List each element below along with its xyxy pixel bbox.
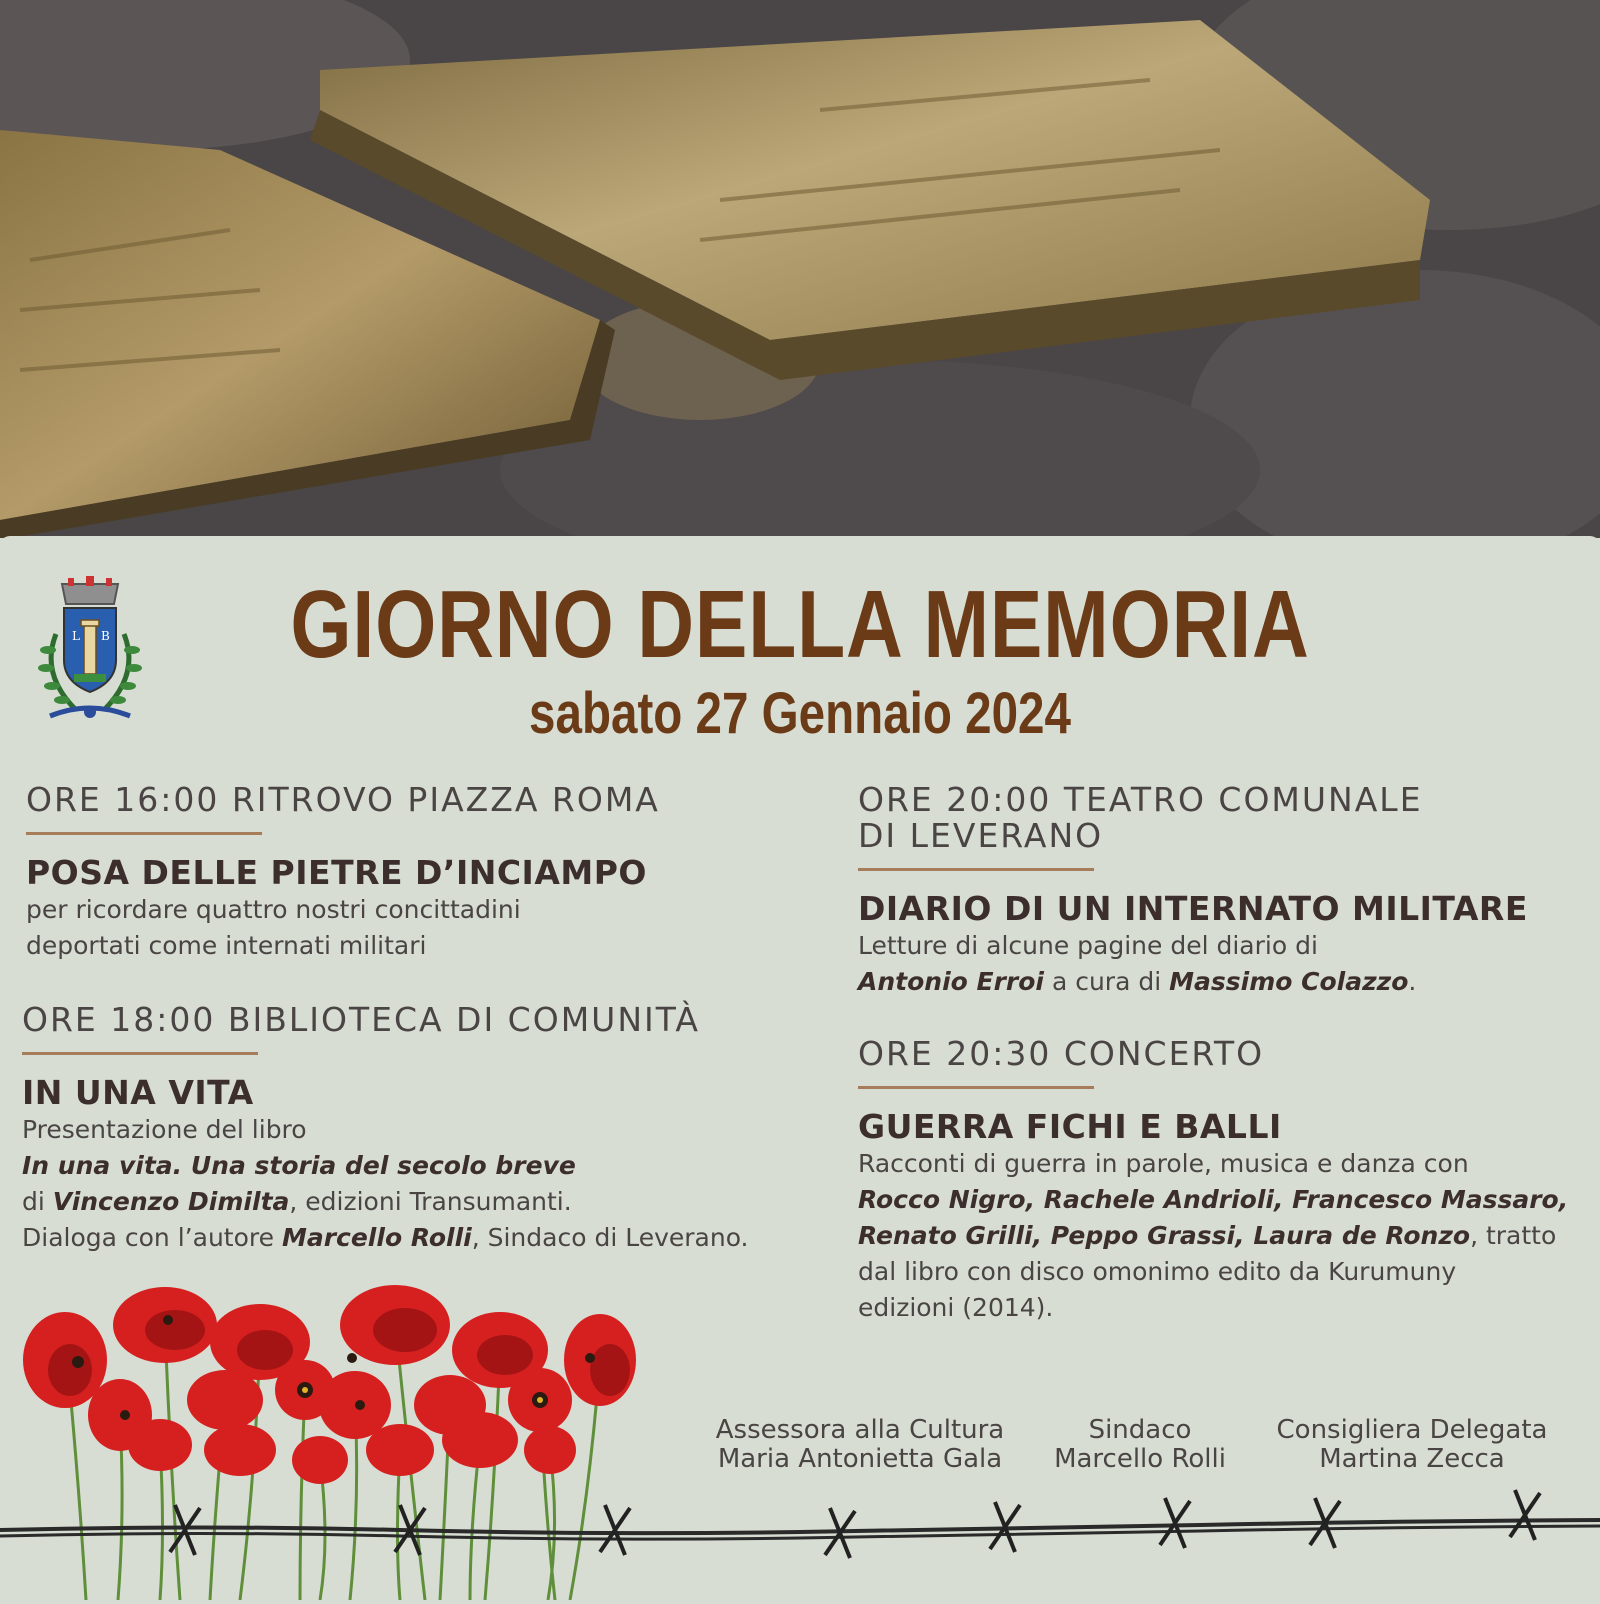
event-in-una-vita [22,1002,822,1256]
event-desc-line [22,1148,822,1184]
artists: Rocco Nigro, Rachele Andrioli, Francesco Massaro, [858,1185,1569,1214]
desc-text: Dialoga con l’autore [22,1223,274,1252]
event-title: GUERRA FICHI E BALLI [858,1107,1282,1146]
event-desc-line: Letture di alcune pagine del diario di [858,931,1318,960]
desc-text: , edizioni Transumanti. [289,1187,572,1216]
event-time: ORE 20:00 TEATRO COMUNALE [858,780,1423,819]
event-title: IN UNA VITA [22,1073,254,1112]
event-title: DIARIO DI UN INTERNATO MILITARE [858,889,1528,928]
event-desc-line [858,1218,1598,1254]
event-desc-line: dal libro con disco omonimo edito da Kurumuny [858,1257,1457,1286]
event-time: ORE 18:00 BIBLIOTECA DI COMUNITÀ [22,1000,700,1039]
divider [26,832,262,835]
desc-text: . [1408,967,1417,996]
signature-role: Sindaco [1088,1415,1192,1445]
desc-text: di [22,1187,45,1216]
event-posa [26,782,806,964]
signature-name: Martina Zecca [1319,1444,1505,1474]
hero-photo [0,0,1600,538]
book-title: In una vita. Una storia del secolo breve [22,1151,576,1180]
author-name: Vincenzo Dimilta [52,1187,290,1216]
coat-of-arms-icon [28,574,152,734]
divider [858,868,1094,871]
svg-text:L: L [72,629,80,643]
reader-name: Antonio Erroi [858,967,1044,996]
event-title: POSA DELLE PIETRE D’INCIAMPO [26,853,647,892]
event-desc-line [858,964,1598,1000]
poppies-barbed-wire-illustration [0,1280,1600,1600]
artists: Renato Grilli, Peppo Grassi, Laura de Ronzo [858,1221,1471,1250]
signature-name: Maria Antonietta Gala [717,1444,1003,1474]
divider [22,1052,258,1055]
event-time: ORE 20:30 CONCERTO [858,1034,1265,1073]
event-desc-line [22,1220,822,1256]
desc-text: , tratto [1470,1221,1557,1250]
event-desc-line: deportati come internati militari [26,931,427,960]
svg-text:B: B [101,629,110,643]
signature-name: Marcello Rolli [1054,1444,1226,1474]
page-title: GIORNO DELLA MEMORIA [290,571,1310,678]
mayor-name: Marcello Rolli [281,1223,472,1252]
event-desc-line: edizioni (2014). [858,1293,1054,1322]
event-desc-line [858,1182,1598,1218]
event-desc-line: Presentazione del libro [22,1115,307,1144]
desc-text: , Sindaco di Leverano. [471,1223,749,1252]
event-desc-line [22,1184,822,1220]
event-time: ORE 16:00 RITROVO PIAZZA ROMA [26,780,660,819]
event-date: sabato 27 Gennaio 2024 [529,681,1071,746]
event-time: DI LEVERANO [858,816,1104,855]
event-diario [858,782,1598,1000]
event-desc-line: Racconti di guerra in parole, musica e danza con [858,1149,1469,1178]
signature-role: Consigliera Delegata [1276,1415,1548,1445]
signature-role: Assessora alla Cultura [715,1415,1005,1445]
curator-name: Massimo Colazzo [1169,967,1409,996]
divider [858,1086,1094,1089]
event-desc-line: per ricordare quattro nostri concittadini [26,895,521,924]
desc-text: a cura di [1044,967,1170,996]
